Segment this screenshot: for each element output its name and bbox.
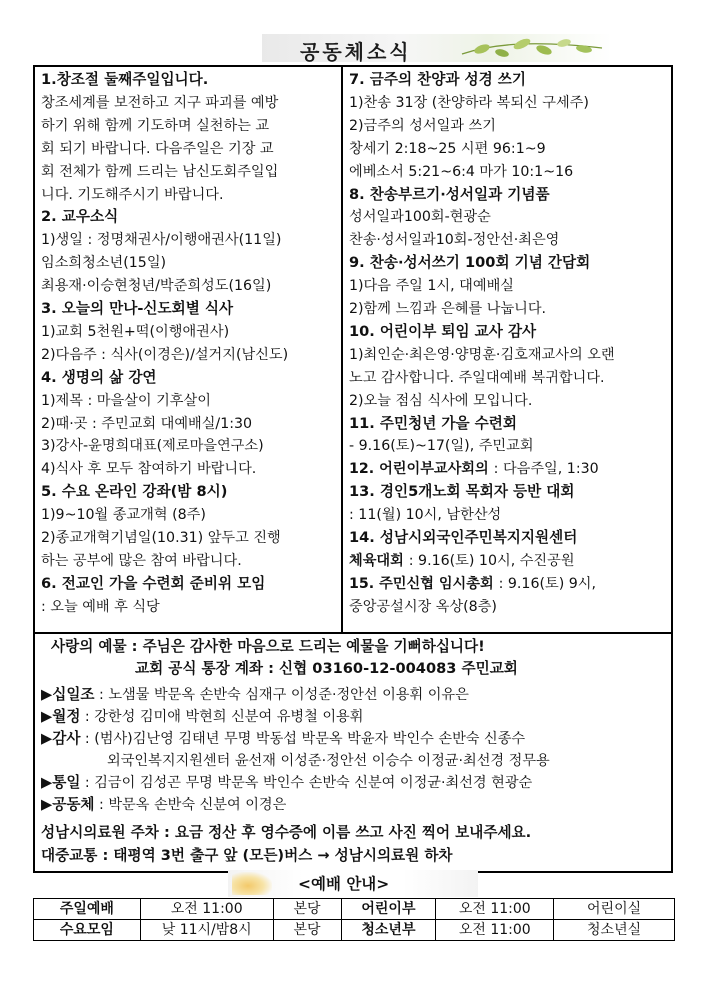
news-text-line: 니다. 기도해주시기 바랍니다. <box>41 186 224 203</box>
schedule-title: <예배 안내> <box>298 875 390 893</box>
table-cell: 청소년부 <box>341 920 436 941</box>
section-detail-part: : 9.16(토) 10시, 수진공원 <box>408 552 575 569</box>
unity-line <box>41 772 532 794</box>
news-text-line: 하기 위해 함께 기도하며 실천하는 교 <box>41 117 270 134</box>
transit-notice: 대중교통 : 태평역 3번 출구 앞 (모든)버스 → 성남시의료원 하차 <box>41 847 453 864</box>
news-text-line <box>349 550 575 572</box>
section-heading: 13. 경인5개노회 목회자 등반 대회 <box>349 483 575 501</box>
table-cell: 청소년실 <box>554 920 675 941</box>
news-column-left <box>35 67 343 632</box>
table-cell: 오전 11:00 <box>140 899 273 920</box>
news-text-line: 노고 감사합니다. 주일대예배 복귀합니다. <box>349 369 605 386</box>
news-text-line: 1)생일 : 정명채권사/이행애권사(11일) <box>41 232 282 249</box>
table-cell: 오전 11:00 <box>436 920 554 941</box>
table-row <box>34 920 675 941</box>
news-text-line: 임소희청소년(15일) <box>41 255 167 272</box>
thanks-names: : (범사)김난영 김태년 무명 박동섭 박문옥 박윤자 박인수 손반숙 신종수 <box>80 731 526 747</box>
section-heading: 14. 성남시외국인주민복지지원센터 <box>349 529 578 546</box>
offering-notice: 사랑의 예물 : 주님은 감사한 마음으로 드리는 예물을 기뻐하십니다! <box>51 638 485 655</box>
news-text-line: 회 전체가 함께 드리는 남신도회주일입 <box>41 163 279 180</box>
monthly-names: : 강한성 김미애 박현희 신분여 유병철 이용휘 <box>80 709 364 725</box>
table-cell: 수요모임 <box>34 920 141 941</box>
news-text-line: 중앙공설시장 옥상(8층) <box>349 598 497 615</box>
news-text-line: 창조세계를 보전하고 지구 파괴를 예방 <box>41 94 279 111</box>
title-banner <box>262 34 612 62</box>
news-text-line <box>349 573 596 595</box>
worship-schedule-table <box>33 898 675 941</box>
schedule-banner <box>228 870 478 897</box>
news-text-line: 1)제목 : 마을살이 기후살이 <box>41 392 211 409</box>
unity-names: : 김금이 김성곤 무명 박문옥 박인수 손반숙 신분여 이정균·최선경 현광순 <box>80 775 533 791</box>
church-account: 교회 공식 통장 계좌 : 신협 03160-12-004083 주민교회 <box>135 660 518 677</box>
section-heading-part: 15. 주민신협 임시총회 <box>349 575 499 592</box>
news-text-line: 1)교회 5천원+떡(이행애권사) <box>41 323 230 340</box>
section-heading-part: 12. 어린이부교사회의 <box>349 461 494 478</box>
table-cell: 어린이실 <box>554 899 675 920</box>
section-heading: 7. 금주의 찬양과 성경 쓰기 <box>349 71 526 88</box>
thanks-names-continued: 외국인복지지원센터 윤선재 이성준·정안선 이승수 이정균·최선경 정무용 <box>107 753 550 769</box>
news-text-line <box>349 458 599 480</box>
news-text-line: 창세기 2:18~25 시편 96:1~9 <box>349 140 546 157</box>
section-detail-part: : 다음주일, 1:30 <box>493 461 599 478</box>
news-text-line: 찬송·성서일과10회-정안선·최은영 <box>349 232 560 249</box>
news-text-line: : 오늘 예배 후 식당 <box>41 598 160 615</box>
news-text-line: 2)때·곳 : 주민교회 대예배실/1:30 <box>41 415 253 432</box>
offering-section <box>35 632 671 871</box>
section-heading: 10. 어린이부 퇴임 교사 감사 <box>349 322 537 340</box>
leaf-decoration-icon <box>452 34 612 62</box>
table-row <box>34 899 675 920</box>
news-text-line: 회 되기 바랍니다. 다음주일은 기장 교 <box>41 140 274 157</box>
news-text-line: 3)강사-윤명희대표(제로마을연구소) <box>41 438 264 455</box>
section-heading: 5. 수요 온라인 강좌(밤 8시) <box>41 483 228 501</box>
news-text-line: 2)다음주 : 식사(이경은)/설거지(남신도) <box>41 346 289 363</box>
unity-label: ▶통일 <box>41 774 81 791</box>
news-text-line: : 11(월) 10시, 남한산성 <box>349 507 502 524</box>
section-heading: 3. 오늘의 만나-신도회별 식사 <box>41 300 234 317</box>
community-label: ▶공동체 <box>41 796 95 813</box>
table-cell: 오전 11:00 <box>436 899 554 920</box>
page-title: 공동체소식 <box>300 40 412 64</box>
community-names: : 박문옥 손반숙 신분여 이경은 <box>94 797 287 813</box>
news-text-line: 최용재·이승현청년/박준희성도(16일) <box>41 278 272 295</box>
news-text-line: 하는 공부에 많은 참여 바랍니다. <box>41 552 242 569</box>
tithe-line <box>41 684 469 706</box>
news-text-line: 2)금주의 성서일과 쓰기 <box>349 117 496 134</box>
news-column-right <box>343 67 671 632</box>
tithe-names: : 노샘물 박문옥 손반숙 심재구 이성준·정안선 이용휘 이유은 <box>94 687 469 703</box>
flower-decoration-icon <box>232 872 272 895</box>
section-heading: 2. 교우소식 <box>41 208 119 226</box>
news-text-line: 2)종교개혁기념일(10.31) 앞두고 진행 <box>41 530 281 546</box>
section-heading: 1.창조절 둘째주일입니다. <box>41 71 209 88</box>
news-text-line: 4)식사 후 모두 참여하기 바랍니다. <box>41 461 257 478</box>
monthly-label: ▶월정 <box>41 708 81 725</box>
news-text-line: 1)찬송 31장 (찬양하라 복되신 구세주) <box>349 94 589 111</box>
section-heading: 11. 주민청년 가을 수련회 <box>349 414 517 432</box>
section-heading: 8. 찬송부르기·성서일과 기념품 <box>349 185 550 203</box>
monthly-line <box>41 706 363 728</box>
table-cell: 주일예배 <box>34 899 141 920</box>
parking-notice: 성남시의료원 주차 : 요금 정산 후 영수증에 이름 쓰고 사진 찍어 보내주세요. <box>41 824 532 841</box>
news-text-line: 2)오늘 점심 식사에 모입니다. <box>349 392 533 409</box>
table-cell: 낮 11시/밤8시 <box>140 920 273 941</box>
section-heading: 6. 전교인 가을 수련회 준비위 모임 <box>41 574 266 592</box>
news-text-line: 1)9~10월 종교개혁 (8주) <box>41 507 206 524</box>
news-text-line: 1)최인순·최은영·양명훈·김호재교사의 오랜 <box>349 346 615 363</box>
section-detail-part: : 9.16(토) 9시, <box>498 575 596 592</box>
table-cell: 본당 <box>273 920 341 941</box>
news-text-line: 2)함께 느낌과 은혜를 나눕니다. <box>349 301 547 317</box>
section-heading: 4. 생명의 삶 강연 <box>41 368 157 386</box>
community-line <box>41 794 286 816</box>
tithe-label: ▶십일조 <box>41 686 95 703</box>
section-heading-part: 체육대회 <box>349 552 409 569</box>
news-text-line: 1)다음 주일 1시, 대예배실 <box>349 278 514 295</box>
table-cell: 어린이부 <box>341 899 436 920</box>
news-board <box>33 65 673 873</box>
thanks-label: ▶감사 <box>41 730 81 747</box>
table-cell: 본당 <box>273 899 341 920</box>
news-text-line: 에베소서 5:21~6:4 마가 10:1~16 <box>349 163 574 180</box>
news-text-line: 성서일과100회-현광순 <box>349 209 491 226</box>
section-heading: 9. 찬송·성서쓰기 100회 기념 간담회 <box>349 254 591 272</box>
news-text-line: - 9.16(토)~17(일), 주민교회 <box>349 438 534 455</box>
thanks-line <box>41 728 525 750</box>
